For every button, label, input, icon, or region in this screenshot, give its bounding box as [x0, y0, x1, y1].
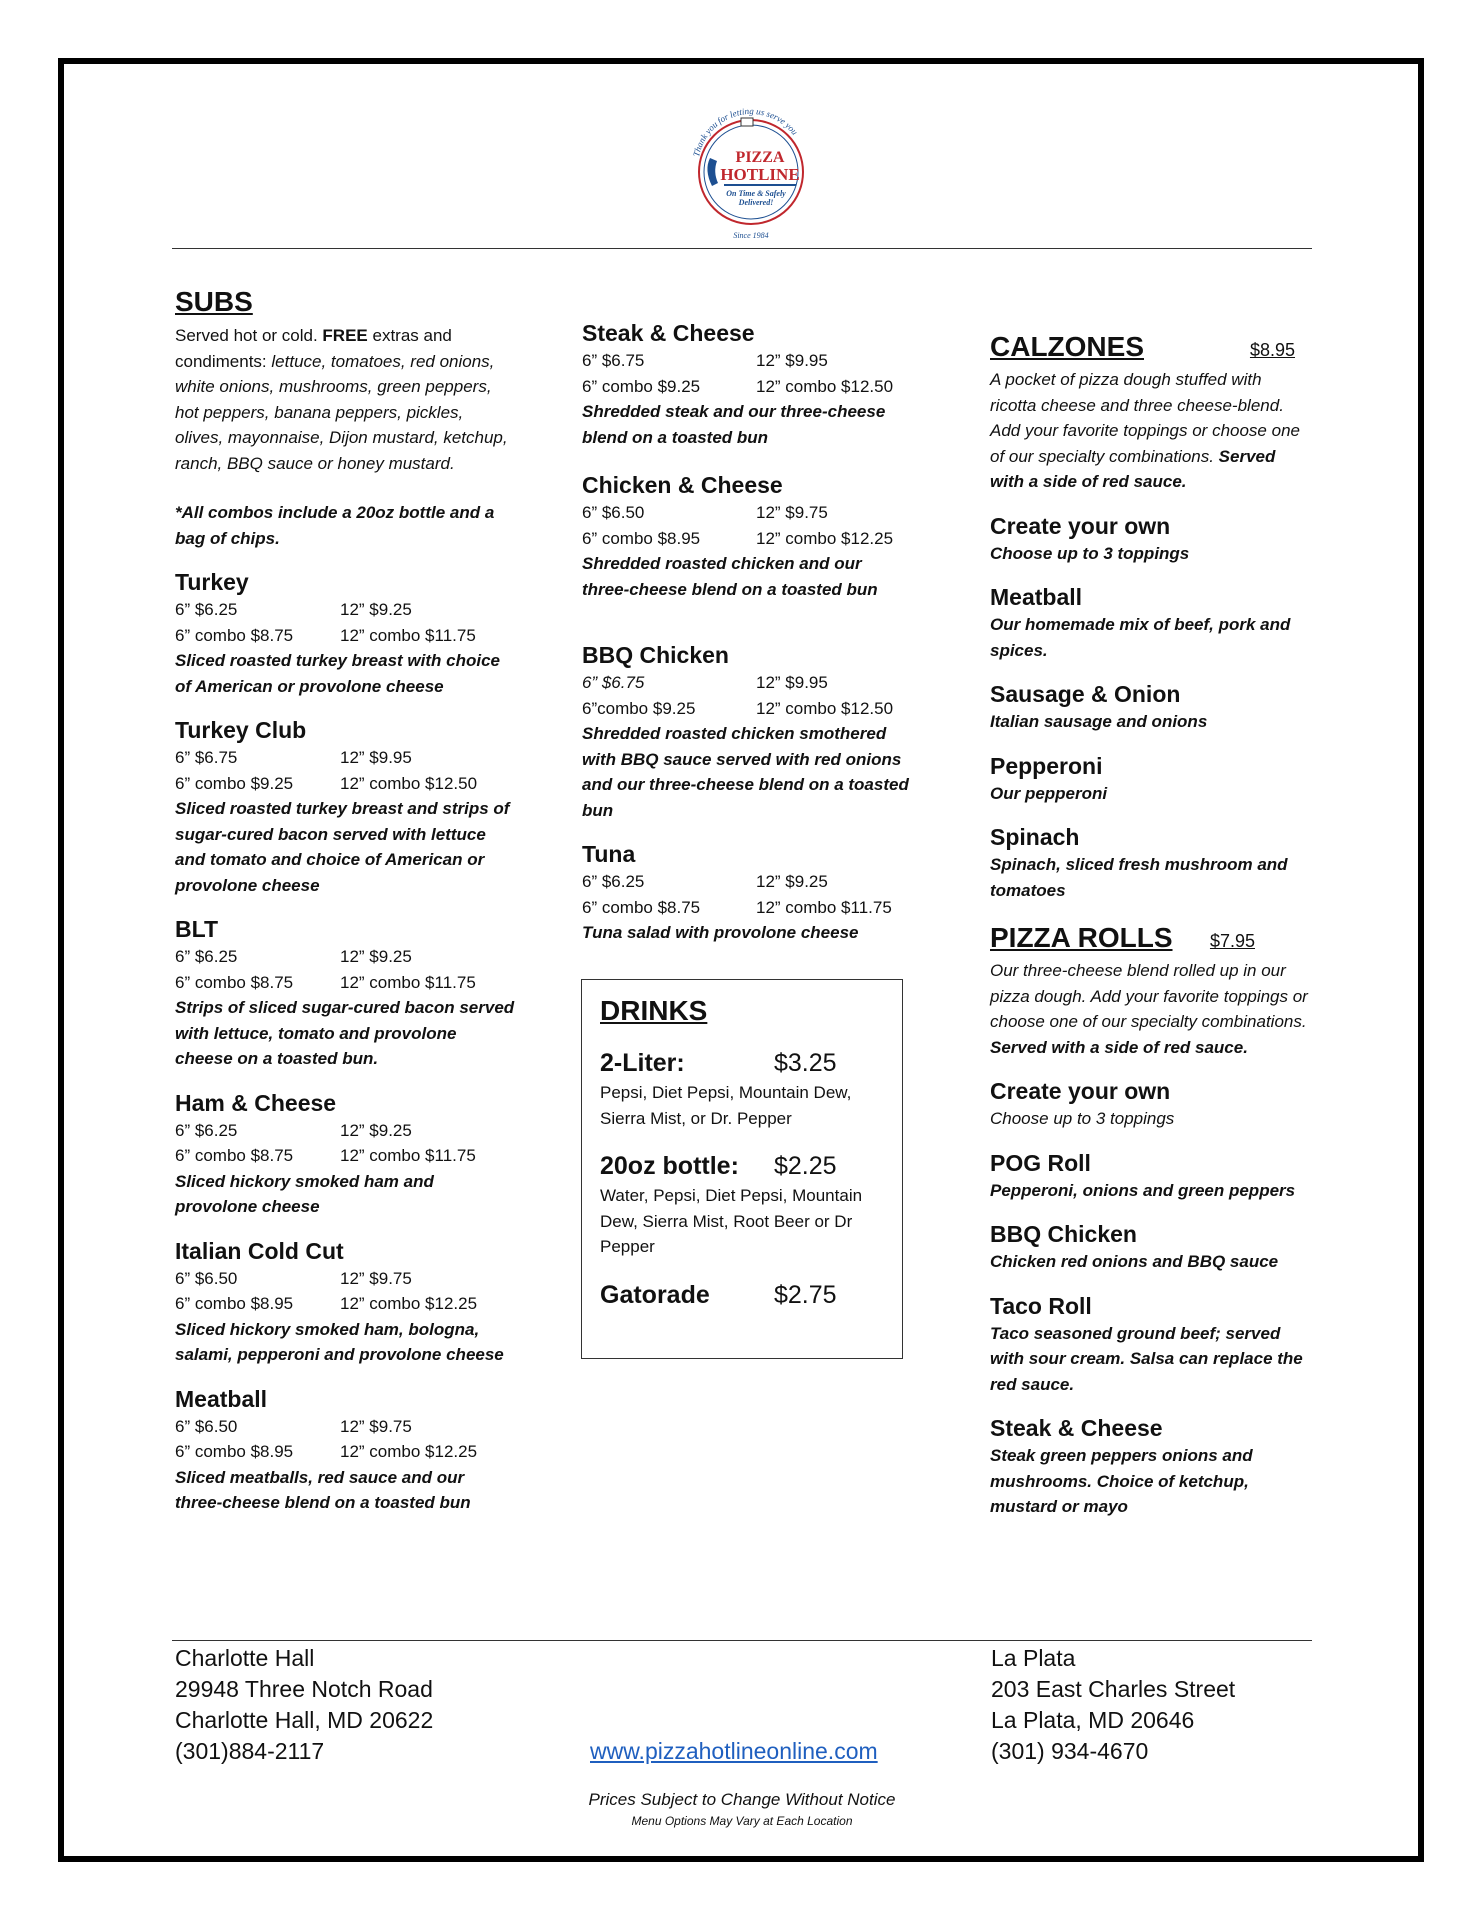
calzones-intro	[990, 367, 1312, 495]
item-description: Our pepperoni	[990, 783, 1108, 803]
menu-item	[582, 640, 912, 823]
logo-tagline1: On Time & Safely	[726, 189, 786, 198]
price-12in: 12” $9.25	[340, 947, 412, 966]
menu-item	[990, 1413, 1312, 1520]
drinks-title: DRINKS	[600, 995, 708, 1026]
drinks-box	[581, 979, 903, 1359]
price-12in: 12” $9.25	[340, 600, 412, 619]
price-12in: 12” $9.75	[340, 1416, 412, 1436]
price-12in: 12” $9.95	[756, 673, 828, 692]
pizza-rolls-price: $7.95	[1209, 931, 1255, 951]
item-name: Turkey Club	[175, 717, 307, 743]
item-name: Create your own	[990, 1078, 1171, 1104]
menu-item	[990, 1148, 1312, 1204]
item-description: Strips of sliced sugar-cured bacon served with lettuce, tomato and provolone cheese on a toasted bun.	[175, 998, 515, 1068]
item-name: Tuna	[582, 841, 636, 867]
price-12in: 12” $9.75	[756, 503, 828, 522]
menu-item	[175, 1088, 515, 1220]
location-street: 203 East Charles Street	[991, 1676, 1236, 1702]
subs-intro-rest: extras and condiments:	[175, 326, 452, 371]
item-name: Meatball	[990, 584, 1083, 610]
logo-tagline2: Delivered!	[738, 198, 774, 207]
price-12in-combo: 12” combo $12.50	[756, 376, 894, 396]
menu-item	[175, 1384, 515, 1516]
menu-item	[990, 751, 1312, 807]
calzones-intro-sauce: Served with a side of red sauce.	[990, 446, 1276, 491]
menu-item	[990, 1291, 1312, 1398]
item-name: Chicken & Cheese	[582, 472, 783, 498]
subs-column	[175, 285, 515, 1516]
item-description: Sliced meatballs, red sauce and our three-cheese blend on a toasted bun	[175, 1467, 471, 1512]
menu-item	[582, 318, 912, 450]
item-name: Steak & Cheese	[582, 320, 755, 346]
subs-intro-free: FREE	[322, 326, 368, 345]
drink-name: 20oz bottle:	[600, 1152, 739, 1180]
drink-item	[600, 1046, 884, 1131]
item-description: Spinach, sliced fresh mushroom and tomatoes	[990, 855, 1288, 900]
item-description: Sliced hickory smoked ham, bologna, salami, pepperoni and provolone cheese	[175, 1319, 504, 1364]
drink-price: $3.25	[774, 1049, 837, 1077]
price-6in-combo: 6” combo $8.95	[582, 528, 701, 548]
item-description: Taco seasoned ground beef; served with sour cream. Salsa can replace the red sauce.	[990, 1323, 1303, 1394]
price-6in-combo: 6” combo $8.75	[175, 972, 294, 992]
header-divider	[172, 248, 1312, 249]
pizza-rolls-title: PIZZA ROLLS	[990, 922, 1173, 953]
price-disclaimer: Prices Subject to Change Without Notice	[588, 1790, 896, 1809]
item-name: Ham & Cheese	[175, 1089, 337, 1116]
item-name: BBQ Chicken	[990, 1221, 1137, 1247]
price-6in-combo: 6” combo $8.75	[175, 625, 294, 645]
menu-item	[990, 679, 1312, 735]
menu-item	[175, 914, 515, 1072]
price-6in: 6” $6.75	[582, 351, 645, 370]
subs-column-2	[582, 318, 912, 946]
price-6in-combo: 6” combo $8.95	[175, 1294, 294, 1313]
location-city: La Plata, MD 20646	[991, 1707, 1195, 1733]
item-description: Chicken red onions and BBQ sauce	[990, 1252, 1279, 1271]
price-12in-combo: 12” combo $12.50	[340, 773, 478, 793]
website-link[interactable]: www.pizzahotlineonline.com	[590, 1738, 878, 1764]
location-phone: (301) 934-4670	[991, 1738, 1149, 1764]
options-disclaimer: Menu Options May Vary at Each Location	[631, 1814, 853, 1828]
menu-item	[990, 1076, 1312, 1132]
item-description: Italian sausage and onions	[990, 712, 1208, 731]
location-street: 29948 Three Notch Road	[175, 1676, 433, 1702]
item-name: Meatball	[175, 1385, 268, 1412]
menu-item	[582, 839, 912, 946]
calzones-intro-text: A pocket of pizza dough stuffed with ricotta cheese and three cheese-blend. Add your favorite toppings or choose one of our specialty combinations.	[990, 370, 1300, 466]
price-12in: 12” $9.25	[756, 872, 828, 891]
price-12in: 12” $9.25	[340, 1120, 412, 1140]
pizza-rolls-intro	[990, 958, 1312, 1060]
item-name: Steak & Cheese	[990, 1415, 1163, 1441]
item-description: Pepperoni, onions and green peppers	[990, 1180, 1296, 1200]
drink-name: 2-Liter:	[600, 1049, 685, 1077]
pizza-rolls-header	[990, 921, 1295, 958]
menu-item	[175, 715, 515, 898]
drink-price: $2.25	[774, 1152, 837, 1180]
pizza-rolls-intro-text: Our three-cheese blend rolled up in our pizza dough. Add your favorite toppings or choose one of our specialty combinations.	[990, 961, 1308, 1031]
location-city: Charlotte Hall, MD 20622	[175, 1707, 434, 1733]
subs-intro-plain: Served hot or cold.	[175, 326, 323, 345]
price-6in-combo: 6” combo $8.95	[175, 1442, 294, 1461]
price-6in-combo: 6” combo $9.25	[175, 773, 294, 793]
drink-description: Pepsi, Diet Pepsi, Mountain Dew, Sierra Mist, or Dr. Pepper	[600, 1083, 852, 1128]
location-name: La Plata	[991, 1645, 1076, 1671]
calzones-column	[990, 330, 1312, 1520]
item-description: Choose up to 3 toppings	[990, 543, 1190, 563]
price-12in: 12” $9.95	[756, 351, 828, 370]
pizza-rolls-intro-sauce: Served with a side of red sauce.	[990, 1037, 1248, 1057]
drink-item	[600, 1278, 884, 1312]
price-6in: 6” $6.75	[582, 673, 645, 692]
price-12in: 12” $9.95	[340, 748, 412, 767]
location-la-plata	[991, 1643, 1235, 1767]
drink-item	[600, 1149, 884, 1260]
logo-arc-text: Thank you for letting us serve you	[691, 105, 800, 158]
price-12in-combo: 12” combo $11.75	[340, 1146, 476, 1165]
price-6in: 6” $6.25	[175, 600, 238, 619]
item-description: Our homemade mix of beef, pork and spices.	[990, 615, 1291, 660]
location-name: Charlotte Hall	[175, 1645, 315, 1671]
item-name: BBQ Chicken	[582, 642, 729, 668]
item-name: Create your own	[990, 512, 1171, 539]
price-6in: 6” $6.25	[175, 1120, 238, 1140]
price-6in: 6” $6.75	[175, 748, 238, 767]
item-description: Shredded roasted chicken smothered with BBQ sauce served with red onions and our three-cheese blend on a toasted bun	[582, 724, 909, 820]
item-description: Shredded roasted chicken and our three-cheese blend on a toasted bun	[582, 554, 878, 599]
item-name: POG Roll	[990, 1149, 1091, 1176]
calzones-header	[990, 330, 1295, 367]
item-name: Italian Cold Cut	[175, 1237, 344, 1264]
price-12in-combo: 12” combo $12.25	[340, 1442, 478, 1461]
item-name: BLT	[175, 916, 219, 942]
menu-item	[175, 1236, 515, 1368]
price-12in-combo: 12” combo $11.75	[340, 972, 476, 992]
price-6in-combo: 6”combo $9.25	[582, 698, 696, 718]
item-description: Sliced roasted turkey breast and strips of sugar-cured bacon served with lettuce and tomato and choice of American or provolone cheese	[175, 799, 510, 895]
menu-item	[990, 582, 1312, 663]
item-description: Choose up to 3 toppings	[990, 1109, 1175, 1128]
price-6in-combo: 6” combo $8.75	[175, 1146, 294, 1165]
drink-description: Water, Pepsi, Diet Pepsi, Mountain Dew, Sierra Mist, Root Beer or Dr Pepper	[600, 1186, 863, 1256]
menu-item	[582, 470, 912, 602]
item-description: Sliced roasted turkey breast with choice of American or provolone cheese	[175, 651, 501, 696]
price-6in: 6” $6.50	[175, 1416, 238, 1436]
price-12in: 12” $9.75	[340, 1268, 412, 1288]
drink-price: $2.75	[774, 1280, 837, 1309]
item-description: Sliced hickory smoked ham and provolone cheese	[175, 1171, 434, 1216]
price-6in: 6” $6.25	[175, 947, 238, 966]
menu-item	[175, 567, 515, 699]
item-name: Turkey	[175, 569, 249, 595]
price-12in-combo: 12” combo $12.50	[756, 698, 894, 718]
item-name: Sausage & Onion	[990, 681, 1181, 707]
location-phone: (301)884-2117	[175, 1738, 325, 1764]
price-6in-combo: 6” combo $8.75	[582, 897, 701, 917]
item-description: Shredded steak and our three-cheese blend on a toasted bun	[582, 402, 886, 447]
price-6in: 6” $6.25	[582, 872, 645, 891]
logo-brand-line1: PIZZA	[735, 149, 785, 166]
price-6in-combo: 6” combo $9.25	[582, 376, 701, 396]
subs-combo-note: *All combos include a 20oz bottle and a bag of chips.	[175, 503, 495, 548]
price-12in-combo: 12” combo $12.25	[756, 528, 894, 548]
item-description: Tuna salad with provolone cheese	[582, 923, 859, 942]
subs-intro	[175, 323, 515, 476]
calzones-title: CALZONES	[990, 331, 1144, 362]
location-charlotte-hall	[175, 1643, 433, 1767]
price-6in: 6” $6.50	[582, 503, 645, 522]
logo-since: Since 1984	[733, 231, 769, 240]
phone-icon	[707, 158, 718, 186]
item-name: Pepperoni	[990, 752, 1103, 779]
footer-divider	[172, 1640, 1312, 1641]
pizza-hotline-logo	[676, 92, 826, 242]
subs-title: SUBS	[175, 286, 253, 317]
menu-item	[990, 822, 1312, 903]
price-12in-combo: 12” combo $12.25	[340, 1294, 478, 1313]
subs-intro-extras: lettuce, tomatoes, red onions, white onions, mushrooms, green peppers, hot peppers, banana peppers, pickles, olives, mayonnaise, Dijon mustard, ketchup, ranch, BBQ sauce or honey mustard.	[175, 351, 508, 473]
logo-brand-line2: HOTLINE	[720, 165, 800, 184]
drink-name: Gatorade	[600, 1280, 710, 1309]
price-6in: 6” $6.50	[175, 1268, 238, 1288]
item-description: Steak green peppers onions and mushrooms. Choice of ketchup, mustard or mayo	[990, 1446, 1253, 1516]
price-12in-combo: 12” combo $11.75	[756, 897, 892, 917]
price-12in-combo: 12” combo $11.75	[340, 625, 476, 645]
menu-item	[990, 1219, 1312, 1275]
item-name: Spinach	[990, 824, 1080, 850]
menu-item	[990, 511, 1312, 567]
item-name: Taco Roll	[990, 1292, 1092, 1319]
calzones-price: $8.95	[1249, 340, 1295, 360]
